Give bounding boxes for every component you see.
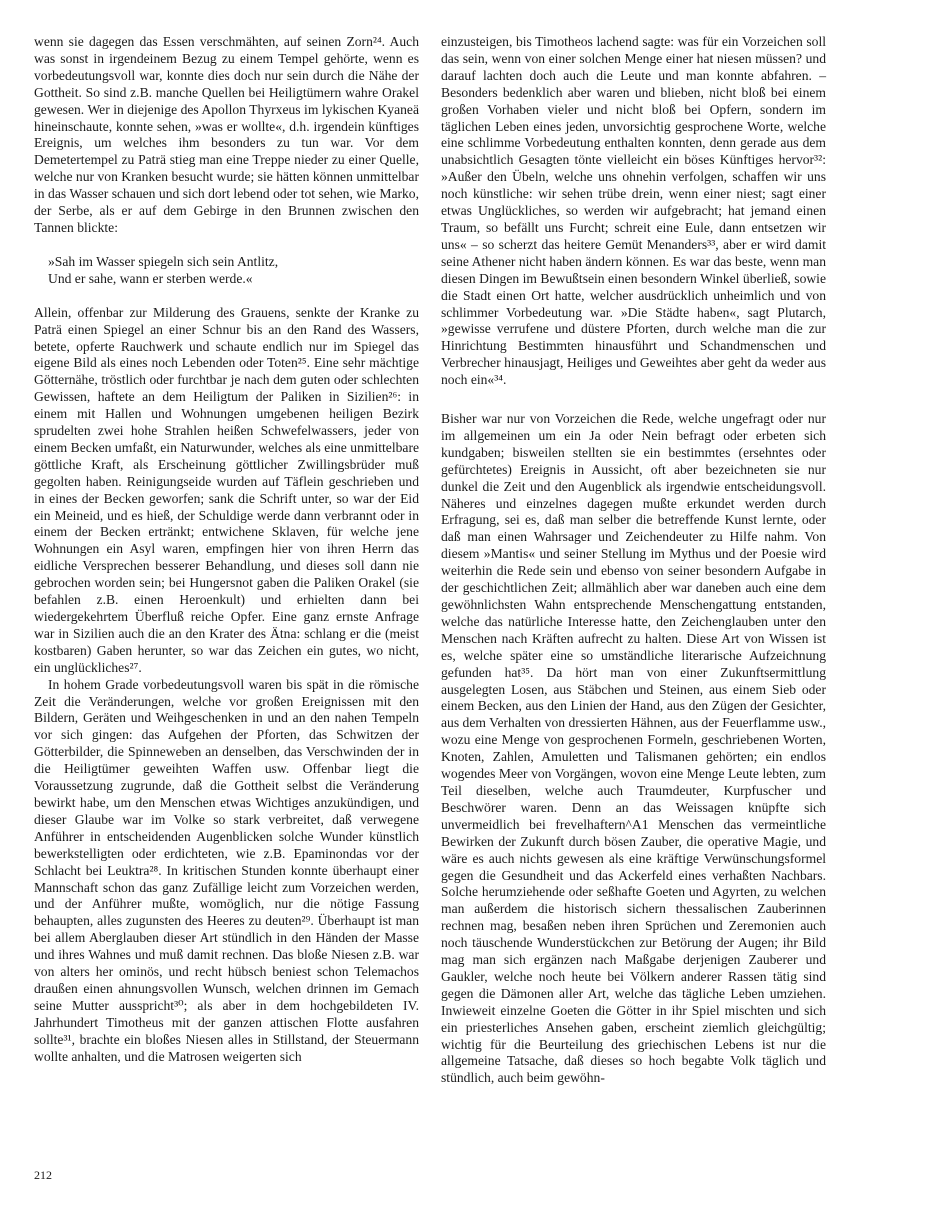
paragraph: wenn sie dagegen das Essen verschmähten, auf seinen Zorn²⁴. Auch was sonst in irgendeinem Bezug zu einem Tempel gehörte, wenn es vorbedeutungsvoll war, konnte dies doch nur sein durch die Nähe der Gottheit. So sind z.B. manche Quellen bei Heiligtümern wahre Orakel gewesen. Wer in diejenige des Apollon Thyrxeus im lykischen Kyaneä hineinschaute, konnte sehen, »was er wollte«, d.h. irgendein künftiges Ereignis, um welches ihm besonders zu tun war. Vor dem Demetertempel zu Paträ stieg man eine Treppe nieder zu einer Quelle, welche nur von Kranken besucht wurde; sie hätten können unmittelbar in das Wasser schauen und sich dort lebend oder tot sehen, wie Marko, der Serbe, als er auf dem Gebirge in den Brunnen zwischen den Tannen blickte:: [34, 34, 419, 235]
paragraph: Allein, offenbar zur Milderung des Grauens, senkte der Kranke zu Paträ einen Spiegel an einer Schnur bis an den Rand des Wassers, betete, opferte Rauchwerk und schaute endlich nur im Spiegel das eigene Bild als eines noch Lebenden oder Toten²⁵. Eine sehr mächtige Götternähe, tröstlich oder furchtbar je nach dem guten oder schlechten Gewissen, haftete an dem Heiligtum der Paliken in Sizilien²⁶: in einem mit Hallen und Wohnungen umgebenen heiligen Bezirk sprudelten zwei hohe Strahlen heißen Schwefelwassers, jeder von einem Becken umfaßt, ein Naturwunder, welches als eine unmittelbare göttliche Kraft, als Erscheinung göttlicher Zwillingsbrüder muß gegolten haben. Reinigungseide wurden auf Täflein geschrieben und in eines der Becken geworfen; sank die Schrift unter, so war der Eid ein Meineid, und es hieß, der Schuldige werde dann verbrannt oder in einem der Becken ertränkt; entwichene Sklaven, für welche jene Wohnungen ein Asyl waren, empfingen hier von ihren Herrn das eidliche Versprechen besserer Behandlung, und dieses soll dann nie gebrochen worden sein; bei Hungersnot gaben die Paliken Orakel (sie befahlen z.B. einen Heroenkult) und erhielten dann bei wiedergekehrtem Überfluß reiche Opfer. Eine ganz ernste Anfrage war in Sizilien auch die an den Krater des Ätna: schlang er die (meist kostbaren) Gaben herunter, so war das Zeichen ein gutes, wo nicht, ein unglückliches²⁷.: [34, 304, 419, 675]
verse-quote: [48, 254, 419, 288]
paragraph: In hohem Grade vorbedeutungsvoll waren bis spät in die römische Zeit die Veränderungen, welche vor großen Ereignissen mit den Bildern, Geräten und Weihgeschenken in und an den nahen Tempeln vor sich gingen: das Aufgehen der Pforten, das Schwitzen der Götterbilder, die Spinneweben an denselben, das Verschwinden der in die Heiligtümer geweihten Waffen usw. Offenbar liegt die Voraussetzung zugrunde, daß die Gottheit selbst die Veränderung bewirkt habe, um den Menschen etwas Wichtiges anzukündigen, und dieser Glaube war im Volke so stark verbreitet, daß verwegene Anführer in entscheidenden Augenblicken solche Wunder künstlich bewerkstelligten oder erdichteten, wie z.B. Epaminondas vor der Schlacht bei Leuktra²⁸. In kritischen Stunden konnte überhaupt einer Mannschaft schon das ganz Zufällige leicht zum Vorzeichen werden, und der Anführer mußte, womöglich, nur die nötige Fassung behaupten, alles zugunsten des Heeres zu deuten²⁹. Überhaupt ist man bei allem Aberglauben dieser Art stündlich in den Händen der Masse und ihres Wahnes und muß damit rechnen. Das bloße Niesen z.B. war von alters her ominös, und recht hübsch beniest schon Telemachos draußen einen ahnungsvollen Wunsch, welchen drinnen im Gemach seine Mutter ausspricht³⁰; als aber in dem hochgebildeten IV. Jahrhundert Timotheus mit der ganzen attischen Flotte ausfahren sollte³¹, brachte ein bloßes Niesen alles in Stillstand, der Steuermann wollte anhalten, und die Matrosen weigerten sich: [34, 676, 419, 1064]
paragraph: einzusteigen, bis Timotheos lachend sagte: was für ein Vorzeichen soll das sein, wenn von einer solchen Menge einer hat niesen müssen? und darauf lachten doch auch die Leute und man konnte abfahren. – Besonders bedenklich aber waren und blieben, nicht bloß bei einem großen Vorhaben vieler und nicht bloß bei Opfern, sondern im täglichen Leben eines jeden, unvorsichtig gesprochene Worte, welche eine schlimme Vorbedeutung enthalten konnten, denn gerade aus dem unabsichtlich Gesagten tönte vielleicht ein böses Künftiges hervor³²: »Außer den Übeln, welche uns ohnehin verfolgen, schaffen wir uns noch künstliche: wir sehen trübe drein, wenn einer niest; sagt einer etwas Unglückliches, so werden wir aufgebracht; hat jemand einen Traum, so befällt uns Furcht; schreit eine Eule, dann entsetzen wir uns« – so scherzt das heitere Gemüt Menanders³³, aber er wird damit seine Athener nicht haben ändern können. Es war das beste, wenn man diesen Dingen im Bewußtsein einen besondern Winkel überließ, sowie die Stadt einen Ort hatte, welcher ausdrücklich unheimlich und von schlimmer Vorbedeutung war. »Die Städte haben«, sagt Plutarch, »gewisse verrufene und düstere Pforten, durch welche man die zur Hinrichtung Bestimmten hinausführt und Schandmenschen und Verbrecher hinausjagt, Heiliges und Geweihtes aber geht da weder aus noch ein«³⁴.: [441, 34, 826, 388]
quote-line: »Sah im Wasser spiegeln sich sein Antlitz,: [48, 253, 279, 269]
quote-line: Und er sahe, wann er sterben werde.«: [48, 270, 253, 286]
paragraph: Bisher war nur von Vorzeichen die Rede, welche ungefragt oder nur im allgemeinen um ein Ja oder Nein befragt oder erbeten sich kundgaben; bisweilen stellten sie ein bestimmtes (ersehntes oder gefürchtetes) Ereignis in Aussicht, oft aber bezeichneten sie nur dunkel die Zeit und den Augenblick als irgendwie entscheidungsvoll. Näheres und einzelnes dagegen mußte erkundet werden durch Erfragung, sei es, daß man selber die betreffende Kunst lernte, oder daß man einen Wahrsager und Zeichendeuter zu Hilfe nahm. Von diesem »Mantis« und seiner Stellung im Mythus und der Poesie wird weiterhin die Rede sein und ebenso von seiner besondern Aufgabe in der geschichtlichen Zeit; allmählich aber war daneben auch eine dem gewöhnlichsten Wahn entsprechende Menschengattung entstanden, welche das natürliche Interesse hatte, den Zeichenglauben unter den Menschen nach Kräften aufrecht zu halten. Diese Art von Wissen ist es, welche später eine so umständliche literarische Aufzeichnung gefunden hat³⁵. Da hört man von einer Zukunftsermittlung ausgelegten Losen, aus Stäbchen und Steinen, aus einem Sieb oder einem Becken, aus den Linien der Hand, aus den Zügen der Gesichter, aus dem Verhalten von dressierten Hähnen, aus der Feuerflamme usw., wozu eine Menge von gesprochenen Formeln, geschriebenen Worten, Knoten, Zahlen, Amuletten und Talismanen gehörten; ein endlos wogendes Meer von Vorgängen, wovon eine Menge Leute lebten, zum Teil dieselben, welche auch Traumdeuter, Kurpfuscher und Beschwörer waren. Denn an das Weissagen knüpfte sich unvermeidlich bei frevelhaftern^A1 Menschen das vermeintliche Bewirken der Zukunft durch bösen Zauber, die operative Magie, und wäre es auch nichts gewesen als eine kräftige Verwünschungsformel gegen die Gesundheit und das Ackerfeld eines verhaßten Nachbars. Solche herumziehende oder seßhafte Goeten und Agyrten, zu welchen man außerdem die historisch sichern thessalischen Zauberinnen rechnen mag, besaßen neben ihren Sprüchen und Zeremonien auch noch täuschende Wunderstückchen zur Betörung der Augen; ihr Bild mag man sich ergänzen nach Maßgabe derjenigen Zauberer und Gaukler, welche noch heute bei Völkern anderer Rassen tätig sind gegen die Dämonen aller Art, welche das tägliche Leben umziehen. Inwieweit einzelne Goeten die Götter in ihr Spiel mischten und sich ein priesterliches Ansehen gaben, erscheint ziemlich gleichgültig; wichtig für die Beurteilung des griechischen Lebens ist nur die allgemeine Tatsache, daß dieses so hoch begabte Volk täglich und stündlich, auch beim gewöhn-: [441, 411, 826, 1086]
page-number: 212: [34, 1168, 52, 1182]
left-column: [34, 34, 419, 1065]
right-column: [441, 34, 826, 1087]
